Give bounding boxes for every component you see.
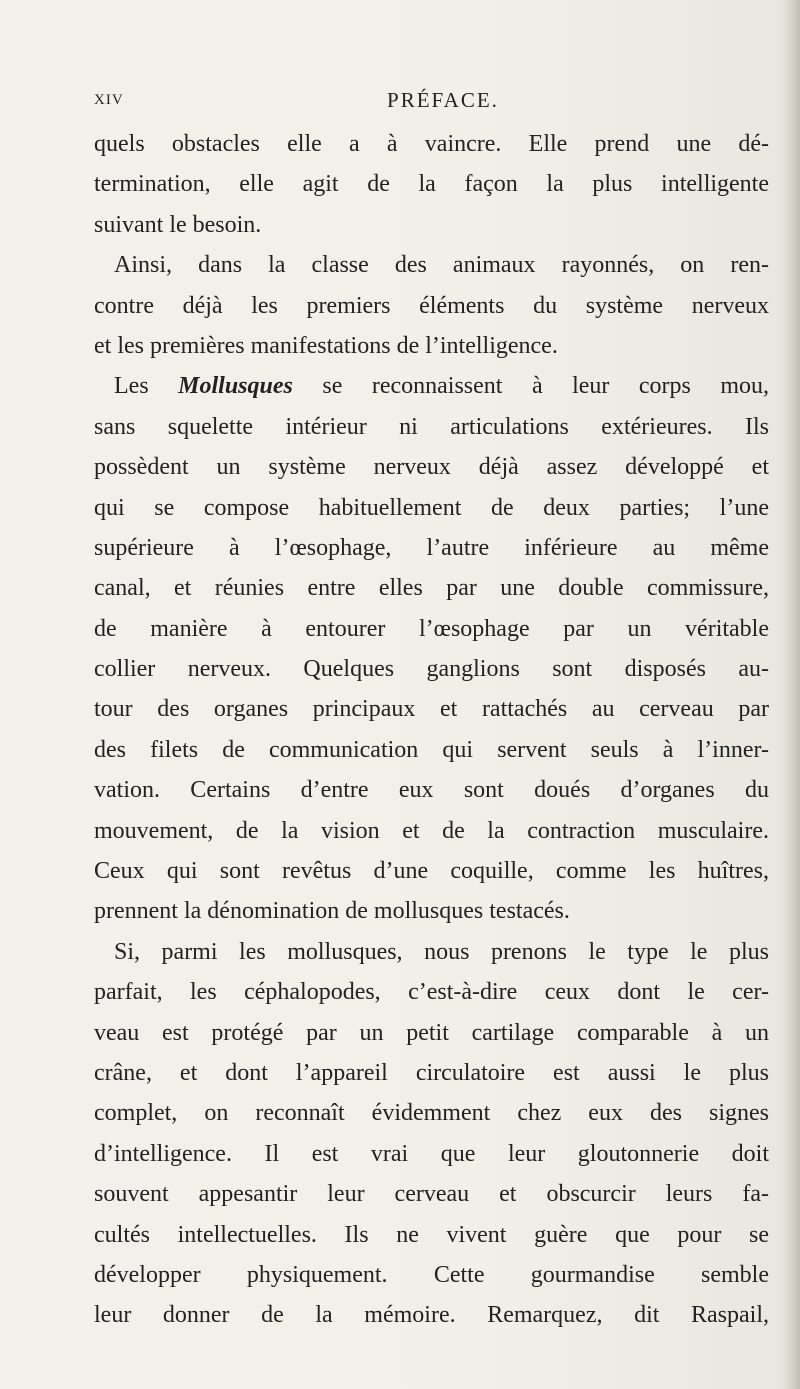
text-line: et les premières manifestations de l’intelligence. xyxy=(94,332,558,359)
text-line: cultés intellectuelles. Ils ne vivent guère que pour se xyxy=(94,1221,769,1248)
text-line: complet, on reconnaît évidemment chez eux des signes xyxy=(94,1100,769,1127)
page-edge-shadow xyxy=(786,0,800,1389)
italic-term-mollusques: Mollusques xyxy=(178,373,293,400)
text-line: de manière à entourer l’œsophage par un véritable xyxy=(94,615,769,642)
text-line: supérieure à l’œsophage, l’autre inférieure au même xyxy=(94,534,769,561)
text-line: collier nerveux. Quelques ganglions sont disposés au- xyxy=(94,656,769,683)
text-line: quels obstacles elle a à vaincre. Elle prend une dé- xyxy=(94,131,769,157)
lead-rest: se reconnaissent à leur corps mou, xyxy=(322,373,770,400)
body-text xyxy=(94,124,769,1336)
text-line: canal, et réunies entre elles par une double commissure, xyxy=(94,575,769,602)
running-title: PRÉFACE. xyxy=(387,88,499,112)
text-line: Si, parmi les mollusques, nous prenons le type le plus xyxy=(114,938,769,965)
text-line: mouvement, de la vision et de la contraction musculaire. xyxy=(94,817,769,844)
text-line: tour des organes principaux et rattachés au cerveau par xyxy=(94,696,769,723)
text-line: souvent appesantir leur cerveau et obscurcir leurs fa- xyxy=(94,1181,769,1208)
text-line: qui se compose habituellement de deux parties; l’une xyxy=(94,494,769,521)
text-line: suivant le besoin. xyxy=(94,211,262,238)
text-line-mollusques xyxy=(94,366,769,406)
text-line: vation. Certains d’entre eux sont doués d’organes du xyxy=(94,777,769,804)
text-line: Ceux qui sont revêtus d’une coquille, comme les huîtres, xyxy=(94,858,769,885)
text-line: des filets de communication qui servent seuls à l’inner- xyxy=(94,736,769,763)
text-line: veau est protégé par un petit cartilage comparable à un xyxy=(94,1019,769,1046)
lead-article: Les xyxy=(114,373,149,400)
text-line: sans squelette intérieur ni articulations extérieures. Ils xyxy=(94,413,769,440)
text-line: prennent la dénomination de mollusques testacés. xyxy=(94,898,570,925)
text-line: développer physiquement. Cette gourmandise semble xyxy=(94,1261,769,1288)
text-line: Ainsi, dans la classe des animaux rayonnés, on ren- xyxy=(114,252,769,279)
text-line: parfait, les céphalopodes, c’est-à-dire ceux dont le cer- xyxy=(94,979,769,1006)
running-head xyxy=(94,88,744,116)
text-line: leur donner de la mémoire. Remarquez, dit Raspail, xyxy=(94,1302,769,1329)
text-line: termination, elle agit de la façon la plus intelligente xyxy=(94,171,769,198)
text-line: contre déjà les premiers éléments du système nerveux xyxy=(94,292,769,319)
text-line: possèdent un système nerveux déjà assez développé et xyxy=(94,454,769,481)
text-line: d’intelligence. Il est vrai que leur gloutonnerie doit xyxy=(94,1140,769,1167)
text-line: crâne, et dont l’appareil circulatoire est aussi le plus xyxy=(94,1059,769,1086)
page-number: XIV xyxy=(94,92,124,108)
